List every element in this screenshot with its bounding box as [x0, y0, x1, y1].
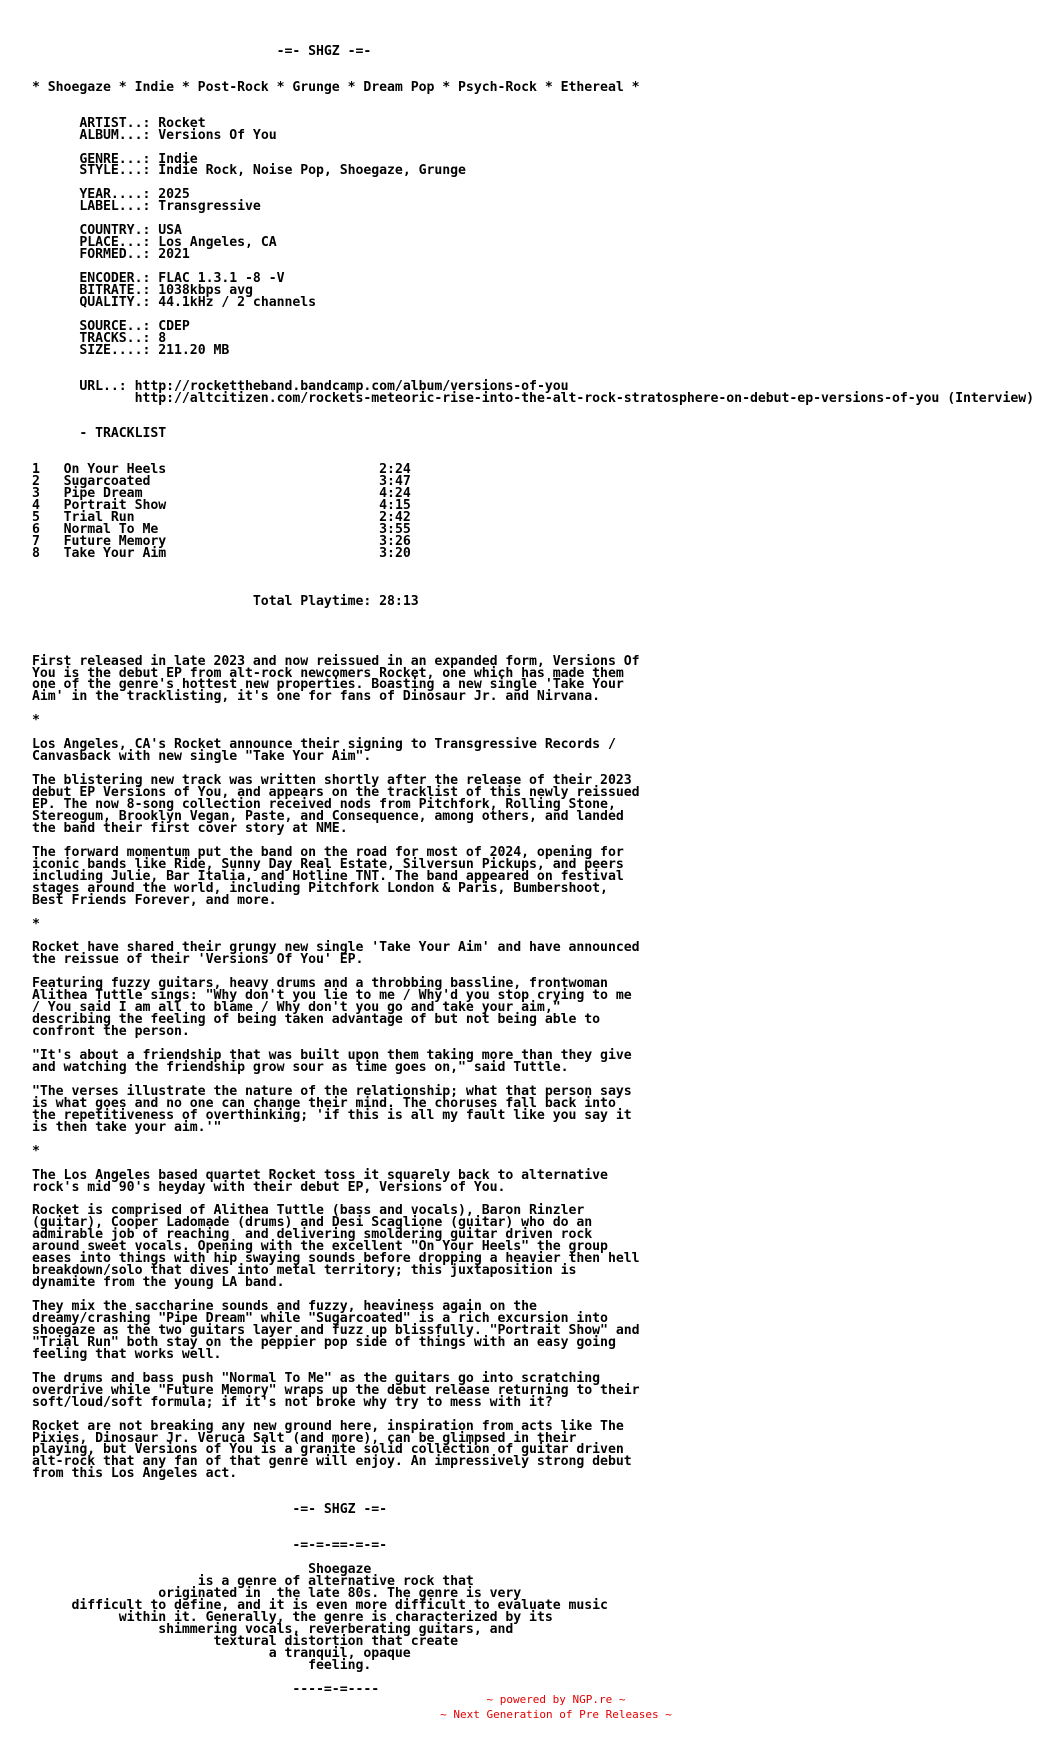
description-paragraph: The blistering new track was written shortly after the release of their 2023 debut EP Versions of You, and appears on the tracklist of this newly reissued EP. The now 8-song collection received nods from Pitchfork, Rolling Stone, Stereogum, Brooklyn Vegan, Paste, and Consequence, among others, and landed the band their first cover story at NME.	[32, 773, 640, 836]
info-value-bitrate: 1038kbps avg	[158, 283, 253, 299]
track-time: 3:26	[379, 534, 411, 550]
info-label-tracks: TRACKS..:	[79, 330, 159, 346]
shoegaze-top-rule: -=-=-==-=-=-	[292, 1538, 388, 1554]
track-time: 3:55	[379, 522, 411, 538]
info-label-style: STYLE...:	[79, 163, 159, 179]
info-label-country: COUNTRY.:	[79, 223, 159, 239]
info-label-album: ALBUM...:	[79, 127, 159, 143]
info-label-size: SIZE....:	[79, 342, 159, 358]
bandcamp-link[interactable]: http://rockettheband.bandcamp.com/album/versions-of-you	[134, 378, 569, 394]
description-paragraph: Rocket are not breaking any new ground here, inspiration from acts like The Pixies, Dinosaur Jr. Veruca Salt (and more), can be glimpsed in their playing, but Versions of You is a granite solid collection of guitar driven alt-rock that any fan of that genre will enjoy. An impressively strong debut from this Los Angeles act.	[32, 1418, 632, 1482]
description-paragraph: "The verses illustrate the nature of the relationship; what that person says is what goes and no one can change their mind. The choruses fall back into the repetitiveness of overthinking; 'if this is all my fault like you say it is then take your aim.'"	[32, 1083, 632, 1135]
info-value-place: Los Angeles, CA	[158, 235, 277, 251]
description-paragraph: The Los Angeles based quartet Rocket toss it squarely back to alternative rock's mid 90's heyday with their debut EP, Versions of You.	[32, 1167, 608, 1195]
track-number: 5	[32, 510, 40, 526]
track-time: 4:15	[379, 498, 411, 514]
shoegaze-definition-line: within it. Generally, the genre is characterized by its	[118, 1609, 553, 1625]
track-number: 2	[32, 474, 40, 490]
shoegaze-bottom-rule: ----=-=----	[292, 1681, 380, 1697]
info-label-encoder: ENCODER.:	[79, 271, 159, 287]
info-label-label: LABEL...:	[79, 199, 159, 215]
info-value-formed: 2021	[158, 247, 190, 263]
footer-banner: -=- SHGZ -=-	[292, 1502, 388, 1518]
info-value-encoder: FLAC 1.3.1 -8 -V	[158, 271, 285, 287]
section-separator: *	[32, 1143, 40, 1159]
info-label-formed: FORMED..:	[79, 247, 159, 263]
track-title: Trial Run	[63, 510, 135, 526]
info-label-place: PLACE...:	[79, 235, 159, 251]
tracklist-heading: - TRACKLIST	[79, 426, 167, 442]
shoegaze-definition-line: textural distortion that create	[213, 1633, 459, 1649]
description-paragraph: They mix the saccharine sounds and fuzzy, heaviness again on the dreamy/crashing "Pipe Dream" while "Sugarcoated" is a rich excursion into shoegaze as the two guitars layer and fuzz up blissfully. "Portrait Show" and "Trial Run" both stay on the peppier pop side of things with an easy going feeling that works well.	[32, 1299, 640, 1362]
info-value-quality: 44.1kHz / 2 channels	[158, 294, 317, 310]
info-value-artist: Rocket	[158, 115, 206, 131]
track-number: 4	[32, 498, 40, 514]
shoegaze-definition-line: feeling.	[308, 1657, 372, 1673]
description-paragraph: Rocket have shared their grungy new single 'Take Your Aim' and have announced the reissue of their 'Versions Of You' EP.	[32, 940, 640, 968]
description-paragraph: Los Angeles, CA's Rocket announce their signing to Transgressive Records / Canvasback with new single "Take Your Aim".	[32, 737, 616, 765]
info-value-album: Versions Of You	[158, 127, 277, 143]
powered-by-footer	[0, 1692, 1056, 1722]
description-paragraph: The drums and bass push "Normal To Me" as the guitars go into scratching overdrive while "Future Memory" wraps up the debut release returning to their soft/loud/soft formula; if it's not broke why try to mess with it?	[32, 1370, 640, 1410]
description-paragraph: Rocket is comprised of Alithea Tuttle (bass and vocals), Baron Rinzler (guitar), Cooper Ladomade (drums) and Desi Scaglione (guitar) who do an admirable job of reaching and delivering smoldering guitar driven rock around sweet vocals. Opening with the excellent "On Your Heels" the group eases into things with hip swaying sounds before dropping a heavier then hell breakdown/solo that dives into metal territory; this juxtaposition is dynamite from the young LA band.	[32, 1203, 640, 1291]
section-separator: *	[32, 916, 40, 932]
track-title: Portrait Show	[63, 498, 167, 514]
shoegaze-definition-line: a tranquil, opaque	[268, 1645, 411, 1661]
header-banner: -=- SHGZ -=-	[276, 43, 372, 59]
description-paragraph: First released in late 2023 and now reissued in an expanded form, Versions Of You is the debut EP from alt-rock newcomers Rocket, one which has made them one of the genre's hottest new properties. Boasting a new single 'Take Your Aim' in the tracklisting, it's one for fans of Dinosaur Jr. and Nirvana.	[32, 653, 640, 705]
info-value-genre: Indie	[158, 151, 198, 167]
track-number: 6	[32, 522, 40, 538]
section-separator: *	[32, 713, 40, 729]
track-number: 7	[32, 534, 40, 550]
info-label-artist: ARTIST..:	[79, 115, 159, 131]
track-title: Sugarcoated	[63, 474, 151, 490]
info-label-bitrate: BITRATE.:	[79, 283, 159, 299]
track-number: 3	[32, 486, 40, 502]
tagline-line: ~ Next Generation of Pre Releases ~	[440, 1708, 672, 1721]
track-number: 8	[32, 545, 40, 561]
description-paragraph: "It's about a friendship that was built upon them taking more than they give and watching the friendship grow sour as time goes on," said Tuttle.	[32, 1048, 632, 1075]
description-paragraph: The forward momentum put the band on the road for most of 2024, opening for iconic bands like Ride, Sunny Day Real Estate, Silversun Pickups, and peers including Julie, Bar Italia, and Hotline TNT. The band appeared on festival stages around the world, including Pitchfork London & Paris, Bumbershoot, Best Friends Forever, and more.	[32, 844, 624, 908]
track-title: Normal To Me	[63, 522, 159, 538]
track-title: Future Memory	[63, 534, 167, 550]
genres-line: * Shoegaze * Indie * Post-Rock * Grunge * Dream Pop * Psych-Rock * Ethereal *	[32, 79, 640, 95]
info-value-country: USA	[158, 223, 182, 239]
info-value-source: CDEP	[158, 318, 190, 334]
track-title: Pipe Dream	[63, 486, 143, 502]
track-number: 1	[32, 462, 40, 478]
nfo-text	[32, 34, 1034, 1695]
info-value-style: Indie Rock, Noise Pop, Shoegaze, Grunge	[158, 163, 466, 179]
track-title: On Your Heels	[63, 462, 167, 478]
info-label-source: SOURCE..:	[79, 318, 159, 334]
info-label-genre: GENRE...:	[79, 151, 159, 167]
shoegaze-definition-line: shimmering vocals, reverberating guitars, and	[158, 1621, 514, 1637]
info-value-tracks: 8	[158, 330, 167, 346]
shoegaze-definition-line: originated in the late 80s. The genre is very	[158, 1585, 522, 1601]
powered-by-line: ~ powered by NGP.re ~	[486, 1693, 626, 1706]
interview-link[interactable]: http://altcitizen.com/rockets-meteoric-rise-into-the-alt-rock-stratosphere-on-debut-ep-versions-of-you	[134, 390, 940, 406]
shoegaze-definition-line: difficult to define, and it is even more difficult to evaluate music	[71, 1597, 608, 1613]
total-playtime: Total Playtime: 28:13	[252, 593, 419, 609]
description-paragraph: Featuring fuzzy guitars, heavy drums and a throbbing bassline, frontwoman Alithea Tuttle sings: "Why don't you lie to me / Why'd you stop crying to me / You said I am all to blame / Why don't you go and take your aim," describing the feeling of being taken advantage of but not being able to confront the person.	[32, 976, 632, 1040]
track-time: 3:20	[379, 545, 411, 561]
info-label-year: YEAR....:	[79, 187, 159, 203]
info-value-year: 2025	[158, 187, 190, 203]
track-title: Take Your Aim	[63, 545, 167, 561]
track-time: 4:24	[379, 486, 411, 502]
interview-note: (Interview)	[939, 390, 1035, 406]
track-time: 2:42	[379, 510, 411, 526]
track-time: 2:24	[379, 462, 411, 478]
track-time: 3:47	[379, 474, 411, 490]
info-value-size: 211.20 MB	[158, 342, 230, 358]
info-value-label: Transgressive	[158, 199, 261, 215]
info-label-quality: QUALITY.:	[79, 294, 159, 310]
shoegaze-definition-line: is a genre of alternative rock that	[197, 1573, 474, 1589]
url-label: URL..:	[79, 378, 135, 394]
shoegaze-definition-line: Shoegaze	[308, 1562, 372, 1577]
